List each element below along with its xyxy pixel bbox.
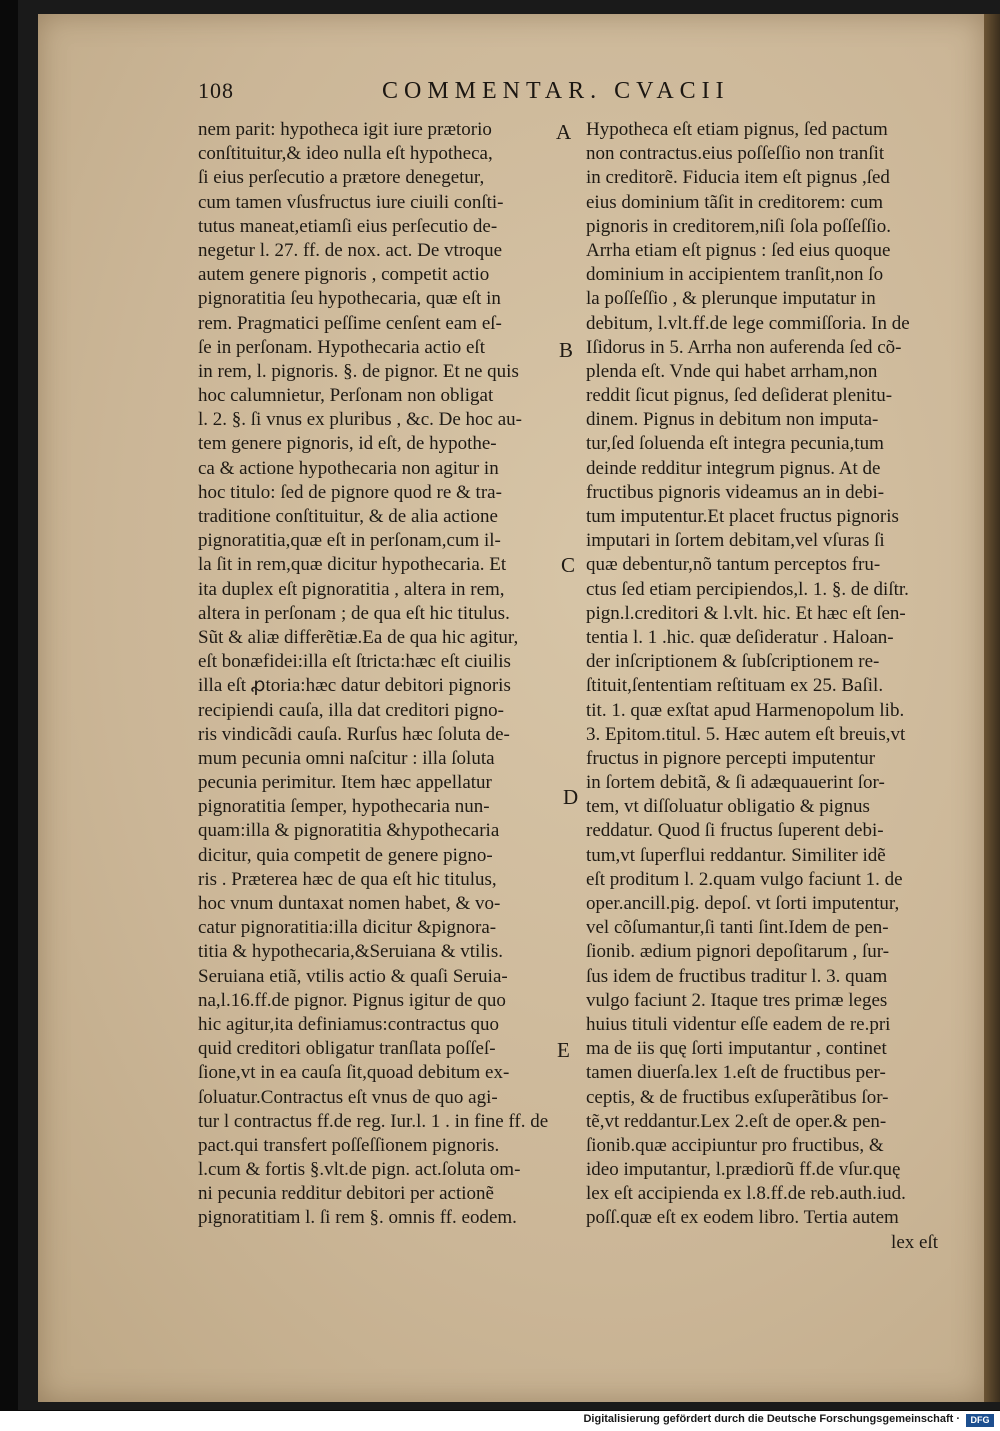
text-line: reddatur. Quod ſi fructus ſuperent debi-: [586, 820, 884, 842]
text-line: Hypotheca eſt etiam pignus, ſed pactum: [586, 119, 888, 140]
footer-bar: [0, 1411, 1000, 1431]
text-line: hoc vnum duntaxat nomen habet, & vo-: [198, 893, 501, 914]
text-line: Iſidorus in 5. Arrha non auferenda ſed cõ-: [586, 336, 902, 358]
text-line: titia & hypothecaria,&Seruiana & vtilis.: [198, 941, 503, 963]
page-header: [198, 78, 968, 118]
text-line: nem parit: hypotheca igit iure prætorio: [198, 119, 492, 140]
text-line: oper.ancill.pig. depoſ. vt ſorti imputentur,: [586, 893, 900, 914]
text-line: pignoris in creditorem,niſi ſola poſſeſſio.: [586, 215, 892, 237]
text-line: ideo imputantur, l.prædiorũ ff.de vſur.quę: [586, 1159, 901, 1181]
text-line: reddit ſicut pignus, ſed deſiderat plenitu-: [586, 385, 893, 407]
text-line: dicitur, quia competit de genere pigno-: [198, 844, 493, 866]
text-line: ſe in perſonam. Hypothecaria actio eſt: [198, 336, 485, 358]
text-line: tur l contractus ff.de reg. Iur.l. 1 . in fine ff. de: [198, 1110, 549, 1132]
text-line: pact.qui transfert poſſeſſionem pignoris.: [198, 1134, 500, 1156]
running-title: COMMENTAR. CVACII: [382, 78, 730, 104]
text-line: ca & actione hypothecaria non agitur in: [198, 457, 499, 479]
page-number: 108: [198, 78, 234, 103]
text-line: ſoluatur.Contractus eſt vnus de quo agi-: [198, 1086, 498, 1108]
text-line: ſionib. ædium pignori depoſitarum , ſur-: [586, 941, 890, 963]
text-line: ſionib.quæ accipiuntur pro fructibus, &: [586, 1134, 884, 1156]
text-line: vulgo faciunt 2. Itaque tres primæ leges: [586, 989, 888, 1011]
text-line: eſt proditum l. 2.quam vulgo faciunt 1. de: [586, 868, 903, 890]
text-line: vel cõſumantur,ſi tanti ſint.Idem de pen-: [586, 917, 889, 939]
text-line: ma de iis quę ſorti imputantur , continet: [586, 1038, 887, 1060]
text-line: in creditorẽ. Fiducia item eſt pignus ,ſed: [586, 167, 890, 189]
text-line: ris vindicãdi cauſa. Rurſus hæc ſoluta de-: [198, 723, 510, 745]
text-line: 3. Epitom.titul. 5. Hæc autem eſt breuis,vt: [586, 723, 906, 745]
text-line: ctus ſed etiam percipiendos,l. 1. §. de diſtr.: [586, 578, 909, 600]
text-line: mum pecunia omni naſcitur : illa ſoluta: [198, 747, 495, 769]
text-line: cum tamen vſusfructus iure ciuili conſti-: [198, 191, 504, 213]
text-line: tem, vt diſſoluatur obligatio & pignus: [586, 796, 870, 818]
text-line: conſtituitur,& ideo nulla eſt hypotheca,: [198, 143, 493, 165]
text-line: ſus idem de fructibus traditur l. 3. quam: [586, 965, 888, 987]
text-line: huius tituli videntur eſſe eadem de re.pri: [586, 1013, 891, 1035]
text-line: ceptis, & de fructibus exſuperãtibus ſor-: [586, 1086, 889, 1108]
text-line: ni pecunia redditur debitori per actionẽ: [198, 1183, 494, 1205]
right-text-column: [586, 118, 938, 1255]
catchword: lex eſt: [891, 1231, 938, 1253]
dfg-logo-icon: DFG: [966, 1414, 994, 1427]
text-line: tum imputentur.Et placet fructus pignoris: [586, 506, 899, 527]
text-line: dinem. Pignus in debitum non imputa-: [586, 409, 879, 431]
margin-letter-a: A: [556, 120, 572, 144]
text-line: traditione conſtituitur, & de alia actione: [198, 506, 498, 527]
text-line: ris . Præterea hæc de qua eſt hic titulus,: [198, 868, 497, 890]
text-line: ſi eius perſecutio a prætore denegetur,: [198, 167, 485, 189]
text-line: recipiendi cauſa, illa dat creditori pigno-: [198, 699, 504, 721]
text-line: ſtituit,ſententiam reſtituam ex 25. Baſil.: [586, 675, 884, 697]
text-line: l. 2. §. ſi vnus ex pluribus , &c. De hoc au-: [198, 409, 523, 431]
text-line: hoc titulo: ſed de pignore quod re & tra-: [198, 481, 502, 503]
text-line: tutus maneat,etiamſi eius perſecutio de-: [198, 215, 498, 237]
text-line: pecunia perimitur. Item hæc appellatur: [198, 772, 492, 794]
text-line: la ſit in rem,quæ dicitur hypothecaria. Et: [198, 554, 507, 576]
book-spine: [984, 14, 1000, 1402]
text-line: der inſcriptionem & ſubſcriptionem re-: [586, 651, 880, 673]
text-line: pignoratitia ſeu hypothecaria, quæ eſt in: [198, 288, 501, 310]
margin-letter-b: B: [559, 338, 574, 362]
text-line: fructus in pignore percepti imputentur: [586, 747, 876, 769]
left-text-column: [198, 118, 553, 1231]
text-line: illa eſt ꝓtoria:hæc datur debitori pignoris: [198, 675, 511, 697]
text-line: tum,vt ſuperflui reddantur. Similiter idẽ: [586, 844, 886, 866]
text-line: ita duplex eſt pignoratitia , altera in rem,: [198, 578, 505, 600]
text-line: debitum, l.vlt.ff.de lege commiſſoria. In de: [586, 312, 910, 334]
text-line: imputari in ſortem debitam,vel vſuras ſi: [586, 530, 885, 552]
text-line: Seruiana etiã, vtilis actio & quaſi Seruia-: [198, 965, 508, 987]
text-line: tem genere pignoris, id eſt, de hypothe-: [198, 433, 497, 455]
text-line: quid creditori obligatur tranſlata poſſeſ-: [198, 1038, 496, 1060]
text-line: lex eſt accipienda ex l.8.ff.de reb.auth.iud.: [586, 1183, 906, 1205]
text-line: dominium in accipientem tranſit,non ſo: [586, 264, 884, 286]
text-line: deinde redditur integrum pignus. At de: [586, 457, 881, 479]
text-line: eſt bonæfidei:illa eſt ſtricta:hæc eſt ciuilis: [198, 651, 511, 673]
text-line: plenda eſt. Vnde qui habet arrham,non: [586, 360, 878, 382]
margin-letter-e: E: [557, 1038, 570, 1062]
text-line: negetur l. 27. ff. de nox. act. De vtroque: [198, 239, 503, 261]
text-line: Arrha etiam eſt pignus : ſed eius quoque: [586, 239, 891, 261]
text-line: in ſortem debitã, & ſi adæquauerint ſor-: [586, 772, 885, 794]
text-line: altera in perſonam ; de qua eſt hic titulus.: [198, 602, 510, 624]
text-line: rem. Pragmatici peſſime cenſent eam eſ-: [198, 312, 502, 334]
text-line: in rem, l. pignoris. §. de pignor. Et ne quis: [198, 360, 519, 382]
text-line: Sũt & aliæ differẽtiæ.Ea de qua hic agitur,: [198, 626, 519, 648]
text-line: tamen diuerſa.lex 1.eſt de fructibus per-: [586, 1062, 886, 1084]
text-line: tit. 1. quæ exſtat apud Harmenopolum lib.: [586, 699, 905, 721]
text-line: pignoratitia,quæ eſt in perſonam,cum il-: [198, 530, 501, 552]
text-line: fructibus pignoris videamus an in debi-: [586, 481, 885, 503]
margin-letter-d: D: [563, 785, 579, 809]
text-line: hic agitur,ita definiamus:contractus quo: [198, 1013, 500, 1035]
text-line: tur,ſed ſoluenda eſt integra pecunia,tum: [586, 433, 884, 455]
funding-credit: Digitalisierung gefördert durch die Deutsche Forschungsgemeinschaft ·: [583, 1413, 960, 1425]
text-line: hoc calumnietur, Perſonam non obligat: [198, 385, 494, 407]
margin-letter-c: C: [561, 553, 576, 577]
text-line: quam:illa & pignoratitia &hypothecaria: [198, 820, 500, 842]
text-line: catur pignoratitia:illa dicitur &pignora-: [198, 917, 497, 939]
text-line: quæ debentur,nõ tantum perceptos fru-: [586, 554, 881, 576]
text-line: autem genere pignoris , competit actio: [198, 264, 490, 286]
text-line: na,l.16.ff.de pignor. Pignus igitur de quo: [198, 989, 506, 1011]
text-line: tentia l. 1 .hic. quæ deſideratur . Haloan-: [586, 626, 894, 648]
text-line: ſione,vt in ea cauſa ſit,quoad debitum ex-: [198, 1062, 510, 1084]
text-line: eius dominium tãſit in creditorem: cum: [586, 191, 884, 213]
text-line: l.cum & fortis §.vlt.de pign. act.ſoluta om-: [198, 1159, 521, 1181]
text-line: tẽ,vt reddantur.Lex 2.eſt de oper.& pen-: [586, 1110, 887, 1132]
text-line: poſſ.quæ eſt ex eodem libro. Tertia autem: [586, 1207, 899, 1229]
text-line: la poſſeſſio , & plerunque imputatur in: [586, 288, 876, 310]
text-line: pignoratitia ſemper, hypothecaria nun-: [198, 796, 490, 818]
text-line: pign.l.creditori & l.vlt. hic. Et hæc eſt ſen-: [586, 602, 906, 624]
text-line: non contractus.eius poſſeſſio non tranſit: [586, 143, 885, 165]
text-line: pignoratitiam l. ſi rem §. omnis ff. eodem.: [198, 1207, 517, 1229]
